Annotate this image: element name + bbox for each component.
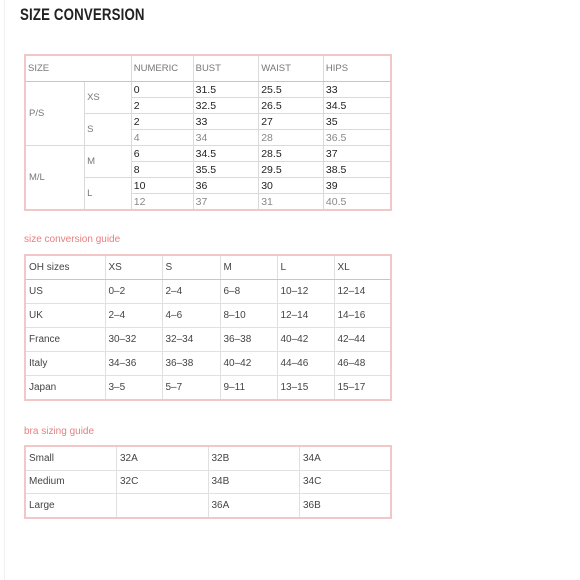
table-row: [25, 82, 391, 98]
region-cell: France: [25, 328, 105, 352]
bust-cell: 34.5: [193, 146, 259, 162]
table-cell: 46–48: [334, 352, 391, 376]
numeric-cell: 2: [131, 114, 193, 130]
size-group-label: P/S: [25, 82, 85, 146]
table-cell: 3–5: [105, 376, 162, 401]
table-cell: 36–38: [220, 328, 277, 352]
table-cell: 36–38: [162, 352, 220, 376]
bust-cell: 32.5: [193, 98, 259, 114]
size-table-header: [25, 55, 391, 82]
region-cell: US: [25, 280, 105, 304]
band-cell: Medium: [25, 470, 117, 494]
hips-cell: 35: [323, 114, 391, 130]
header-cell: NUMERIC: [131, 55, 193, 82]
size-label: S: [85, 114, 132, 146]
hips-cell: 39: [323, 178, 391, 194]
numeric-cell: 12: [131, 194, 193, 211]
size-conversion-guide-table: [24, 254, 392, 401]
bust-cell: 34: [193, 130, 259, 146]
bra-sizing-guide-label: bra sizing guide: [24, 426, 95, 437]
waist-cell: 30: [259, 178, 324, 194]
size-table: [24, 54, 392, 211]
hips-cell: 38.5: [323, 162, 391, 178]
header-cell: HIPS: [323, 55, 391, 82]
band-cell: Small: [25, 446, 117, 470]
guide-header-row: [25, 255, 391, 280]
table-cell: 32A: [117, 446, 209, 470]
header-cell: XL: [334, 255, 391, 280]
table-row: [25, 146, 391, 162]
table-cell: 8–10: [220, 304, 277, 328]
table-cell: 34B: [208, 470, 300, 494]
table-row: [25, 470, 391, 494]
bust-cell: 33: [193, 114, 259, 130]
table-cell: 40–42: [277, 328, 334, 352]
waist-cell: 31: [259, 194, 324, 211]
page-left-border: [4, 0, 5, 580]
hips-cell: 40.5: [323, 194, 391, 211]
hips-cell: 33: [323, 82, 391, 98]
page-title: SIZE CONVERSION: [20, 5, 145, 24]
waist-cell: 26.5: [259, 98, 324, 114]
size-group-label: M/L: [25, 146, 85, 211]
numeric-cell: 4: [131, 130, 193, 146]
numeric-cell: 0: [131, 82, 193, 98]
header-cell: OH sizes: [25, 255, 105, 280]
header-cell: S: [162, 255, 220, 280]
numeric-cell: 2: [131, 98, 193, 114]
region-cell: Italy: [25, 352, 105, 376]
table-cell: 5–7: [162, 376, 220, 401]
waist-cell: 28.5: [259, 146, 324, 162]
table-row: [25, 494, 391, 518]
bust-cell: 37: [193, 194, 259, 211]
table-cell: 34A: [300, 446, 392, 470]
header-cell: BUST: [193, 55, 259, 82]
table-cell: 44–46: [277, 352, 334, 376]
header-cell: SIZE: [25, 55, 131, 82]
waist-cell: 29.5: [259, 162, 324, 178]
table-cell: 2–4: [105, 304, 162, 328]
header-cell: XS: [105, 255, 162, 280]
band-cell: Large: [25, 494, 117, 518]
table-cell: 10–12: [277, 280, 334, 304]
table-row: [25, 304, 391, 328]
table-cell: 14–16: [334, 304, 391, 328]
table-cell: 32–34: [162, 328, 220, 352]
numeric-cell: 8: [131, 162, 193, 178]
bust-cell: 31.5: [193, 82, 259, 98]
size-label: L: [85, 178, 132, 211]
table-cell: 6–8: [220, 280, 277, 304]
table-row: [25, 280, 391, 304]
table-cell: 9–11: [220, 376, 277, 401]
table-cell: 13–15: [277, 376, 334, 401]
waist-cell: 25.5: [259, 82, 324, 98]
region-cell: Japan: [25, 376, 105, 401]
header-cell: L: [277, 255, 334, 280]
table-row: [25, 352, 391, 376]
bust-cell: 36: [193, 178, 259, 194]
table-cell: 34–36: [105, 352, 162, 376]
table-cell: 0–2: [105, 280, 162, 304]
size-label: XS: [85, 82, 132, 114]
table-row: [25, 328, 391, 352]
header-cell: M: [220, 255, 277, 280]
table-cell: 36B: [300, 494, 392, 518]
table-cell: 2–4: [162, 280, 220, 304]
size-conversion-guide-label: size conversion guide: [24, 234, 121, 245]
numeric-cell: 6: [131, 146, 193, 162]
table-cell: 30–32: [105, 328, 162, 352]
hips-cell: 37: [323, 146, 391, 162]
bust-cell: 35.5: [193, 162, 259, 178]
table-cell: 15–17: [334, 376, 391, 401]
table-cell: 32B: [208, 446, 300, 470]
table-cell: 36A: [208, 494, 300, 518]
table-cell: 12–14: [277, 304, 334, 328]
table-cell: 4–6: [162, 304, 220, 328]
table-cell: 42–44: [334, 328, 391, 352]
waist-cell: 28: [259, 130, 324, 146]
table-cell: 40–42: [220, 352, 277, 376]
table-row: [25, 376, 391, 401]
numeric-cell: 10: [131, 178, 193, 194]
region-cell: UK: [25, 304, 105, 328]
table-cell: 32C: [117, 470, 209, 494]
bra-sizing-guide-table: [24, 445, 392, 519]
table-cell: [117, 494, 209, 518]
size-label: M: [85, 146, 132, 178]
hips-cell: 34.5: [323, 98, 391, 114]
header-cell: WAIST: [259, 55, 324, 82]
waist-cell: 27: [259, 114, 324, 130]
table-cell: 34C: [300, 470, 392, 494]
table-cell: 12–14: [334, 280, 391, 304]
hips-cell: 36.5: [323, 130, 391, 146]
table-row: [25, 446, 391, 470]
